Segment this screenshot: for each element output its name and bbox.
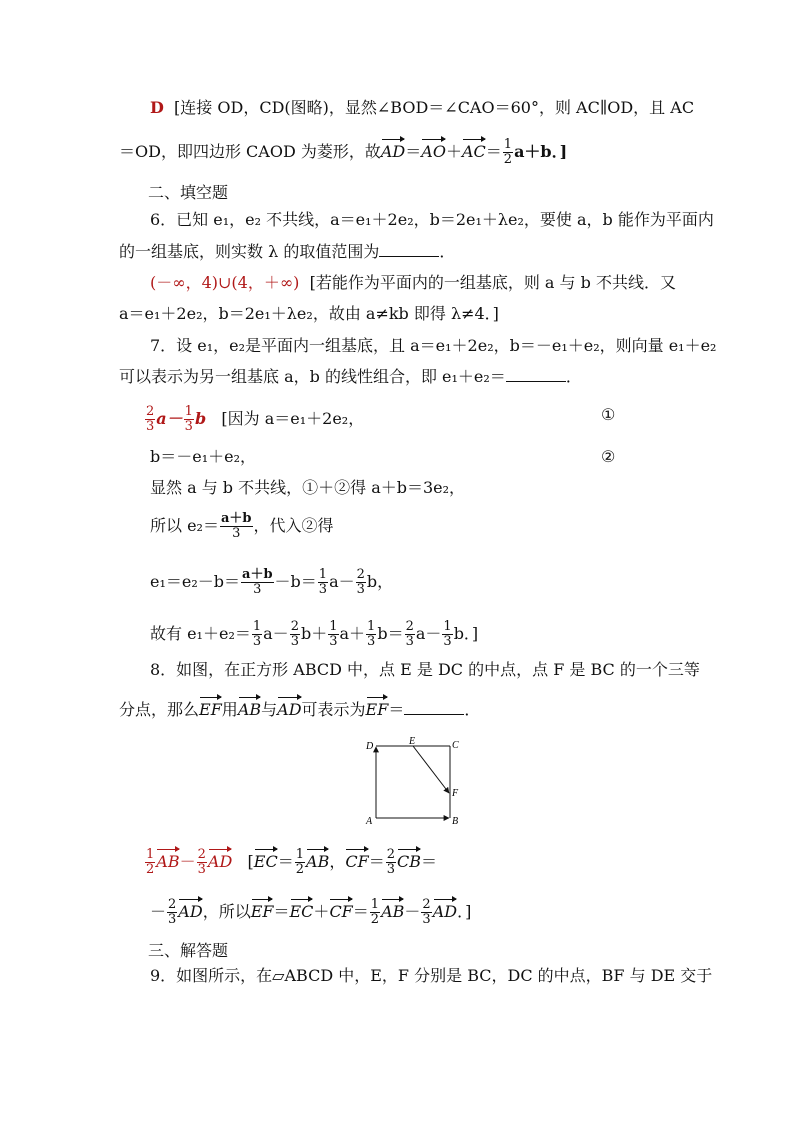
q8-answer: [144, 847, 233, 877]
frac-den: 3: [422, 912, 431, 927]
vector-ab: AB: [237, 700, 262, 719]
frac-num: 2: [290, 619, 299, 634]
frac-num: 2: [386, 847, 395, 862]
q8-text: 与: [261, 700, 278, 719]
frac-num: 1: [443, 619, 452, 634]
label-e: E: [409, 736, 416, 747]
frac-num: a＋b: [242, 567, 273, 582]
vector-ab: AB: [306, 852, 330, 871]
minus: －: [404, 902, 421, 921]
frac: [318, 568, 328, 597]
frac-den: 3: [367, 634, 376, 649]
frac: [167, 898, 177, 927]
frac-den: 3: [232, 526, 241, 541]
comma: ，: [329, 852, 346, 871]
q8-text: 分点，那么: [119, 700, 200, 719]
answer-blank: [379, 242, 439, 257]
frac: [290, 620, 300, 649]
q7-s5-text: e₁＝e₂－b＝: [150, 572, 241, 591]
frac-num: 2: [356, 567, 365, 582]
frac: [145, 405, 155, 434]
q7-s4-tail: ，代入②得: [253, 516, 334, 535]
frac-den: 3: [329, 634, 338, 649]
vector-ad: AD: [207, 852, 233, 871]
frac-den: 3: [184, 419, 193, 434]
frac: [386, 848, 396, 877]
frac-num: 1: [295, 847, 305, 862]
label-f: F: [452, 788, 459, 799]
frac: [370, 898, 380, 927]
label-d: D: [366, 741, 374, 752]
q7-ans-b: b: [194, 409, 207, 428]
q7-s4-text: 所以 e₂＝: [150, 516, 219, 535]
frac-den: 3: [318, 582, 328, 597]
minus: －: [150, 902, 167, 921]
q5-tail: a＋b．]: [514, 142, 568, 161]
frac: [366, 620, 376, 649]
frac-den: 2: [503, 152, 513, 167]
q6-line4: a＝e₁＋2e₂，b＝2e₁＋λe₂，故由 a≠kb 即得 λ≠4．]: [119, 304, 499, 323]
q6-text2: 的一组基底，则实数 λ 的取值范围为: [119, 242, 380, 261]
q6-explanation: [若能作为平面内的一组基底，则 a 与 b 不共线．又: [309, 273, 676, 292]
q6-line3: [150, 273, 676, 293]
eq: ＝: [273, 902, 290, 921]
frac-den: 3: [252, 634, 262, 649]
q6-line1: 6．已知 e₁，e₂ 不共线，a＝e₁＋2e₂，b＝2e₁＋λe₂，要使 a，b 能作为平面内: [150, 210, 714, 229]
frac: [241, 568, 274, 597]
q8-answer-line: [144, 848, 437, 877]
q7-step1: [因为 a＝e₁＋2e₂，: [221, 409, 365, 428]
q6-end: ．: [439, 242, 456, 261]
q7-text2: 可以表示为另一组基底 a，b 的线性组合，即 e₁＋e₂＝: [119, 367, 506, 386]
section-heading-fill-blank: 二、填空题: [148, 183, 229, 202]
q8-line2: [119, 700, 480, 720]
label-c: C: [452, 740, 459, 751]
vector-ef: EF: [365, 700, 389, 719]
frac-den: 3: [356, 582, 365, 597]
eq: ＝: [420, 852, 437, 871]
frac: [295, 848, 305, 877]
frac-den: 2: [295, 862, 305, 877]
q7-answer: [144, 404, 207, 434]
vector-ad: AD: [432, 902, 458, 921]
q7-line2: [119, 367, 582, 387]
frac-num: 1: [184, 404, 193, 419]
frac: [442, 620, 452, 649]
answer-blank: [506, 367, 566, 382]
q5-eq2: ＝: [485, 142, 502, 161]
frac-den: 3: [253, 582, 262, 597]
frac-num: 2: [422, 897, 431, 912]
q7-end: ．: [565, 367, 582, 386]
q5-fraction: [503, 138, 513, 167]
frac-num: 1: [318, 567, 328, 582]
q5-plus: ＋: [445, 142, 462, 161]
q5-answer-letter: D: [150, 98, 164, 117]
vector-ad: AD: [380, 142, 406, 161]
label-a: A: [366, 816, 373, 826]
frac: [220, 512, 253, 541]
q7-step5: [150, 568, 393, 597]
frac-den: 3: [197, 862, 206, 877]
vector-ec: EC: [253, 852, 278, 871]
frac: [197, 848, 207, 877]
square-abcd-figure: [360, 736, 470, 826]
vector-cf: CF: [345, 852, 369, 871]
vector-cf: CF: [329, 902, 353, 921]
frac-den: 3: [168, 912, 177, 927]
q7-step4: [150, 512, 334, 541]
close: ．]: [457, 902, 472, 921]
q7-s6-b: a－: [263, 624, 289, 643]
q5-text1: [连接 OD，CD(图略)，显然∠BOD＝∠CAO＝60°，则 AC∥OD，且 AC: [174, 98, 695, 117]
frac: [356, 568, 366, 597]
frac-num: 1: [370, 897, 380, 912]
answer-blank: [404, 700, 464, 715]
q7-ans-a: a－: [156, 409, 183, 428]
vector-ac: AC: [461, 142, 486, 161]
q7-s5-d: b，: [366, 572, 394, 591]
q8-line1: 8．如图，在正方形 ABCD 中，点 E 是 DC 的中点，点 F 是 BC 的一个三等: [150, 660, 700, 679]
frac: [421, 898, 431, 927]
frac-den: 2: [146, 862, 155, 877]
q8-so: ，所以: [202, 902, 251, 921]
frac-den: 3: [443, 634, 452, 649]
q5-line1: [150, 98, 694, 118]
vector-ef: EF: [199, 700, 222, 719]
frac: [145, 848, 155, 877]
vector-cb: CB: [396, 852, 421, 871]
frac-num: 1: [503, 137, 513, 152]
equation-marker-1: ①: [601, 405, 616, 424]
vector-ab: AB: [381, 902, 405, 921]
frac-num: 1: [367, 619, 376, 634]
q8-text: 可表示为: [301, 700, 366, 719]
frac-den: 3: [405, 634, 414, 649]
equation-marker-2: ②: [601, 447, 616, 466]
q8-end: ．: [464, 700, 481, 719]
q5-line2: [119, 138, 567, 167]
eq: ＝: [368, 852, 385, 871]
frac-num: 1: [252, 619, 262, 634]
vector-ef-arrow: [413, 746, 449, 793]
frac: [184, 405, 194, 434]
q9-line1: 9．如图所示，在▱ABCD 中，E，F 分别是 BC，DC 的中点，BF 与 DE 交于: [150, 966, 713, 985]
frac: [328, 620, 338, 649]
section-heading-solution: 三、解答题: [148, 941, 229, 960]
frac-den: 3: [290, 634, 299, 649]
q7-s6-f: a－: [415, 624, 442, 643]
label-b: B: [452, 816, 459, 826]
plus: ＋: [313, 902, 330, 921]
frac: [252, 620, 262, 649]
q6-line2: [119, 242, 455, 262]
frac-num: a＋b: [220, 511, 252, 526]
q7-step6: [150, 620, 478, 649]
minus: －: [179, 852, 196, 871]
vector-ao: AO: [421, 142, 446, 161]
vector-ad: AD: [277, 700, 302, 719]
q7-s6-g: b．]: [453, 624, 479, 643]
eq: ＝: [352, 902, 369, 921]
frac-num: 1: [146, 847, 155, 862]
q7-s5-b: －b＝: [274, 572, 317, 591]
q7-answer-line: [144, 405, 364, 434]
q7-step2: b＝－e₁＋e₂，: [150, 447, 257, 466]
q5-text2: ＝OD，即四边形 CAOD 为菱形，故: [119, 142, 381, 161]
frac-num: 2: [146, 404, 155, 419]
frac: [405, 620, 415, 649]
q7-s6-d: a＋: [339, 624, 366, 643]
q7-s6-c: b＋: [300, 624, 328, 643]
vector-ad: AD: [178, 902, 203, 921]
q5-eq: ＝: [405, 142, 422, 161]
q8-text: 用: [221, 700, 238, 719]
q7-s6-text: 故有 e₁＋e₂＝: [150, 624, 251, 643]
q7-s5-c: a－: [329, 572, 355, 591]
frac-den: 2: [370, 912, 380, 927]
q7-line1: 7．设 e₁，e₂是平面内一组基底，且 a＝e₁＋2e₂，b＝－e₁＋e₂，则向量 e₁＋e₂: [150, 336, 717, 355]
bracket: [: [247, 852, 254, 871]
frac-num: 1: [329, 619, 338, 634]
q8-eq: ＝: [388, 700, 405, 719]
vector-ab: AB: [156, 852, 180, 871]
vector-ef: EF: [250, 902, 274, 921]
frac-den: 3: [386, 862, 395, 877]
vector-ec: EC: [289, 902, 314, 921]
q6-answer: (－∞，4)∪(4，＋∞): [150, 273, 300, 292]
frac-num: 2: [405, 619, 414, 634]
frac-num: 2: [168, 897, 177, 912]
q7-step3: 显然 a 与 b 不共线，①＋②得 a＋b＝3e₂，: [150, 478, 466, 497]
frac-num: 2: [197, 847, 206, 862]
frac-den: 3: [146, 419, 155, 434]
q7-s6-e: b＝: [377, 624, 404, 643]
eq: ＝: [277, 852, 294, 871]
q8-explanation-line2: [150, 898, 471, 927]
